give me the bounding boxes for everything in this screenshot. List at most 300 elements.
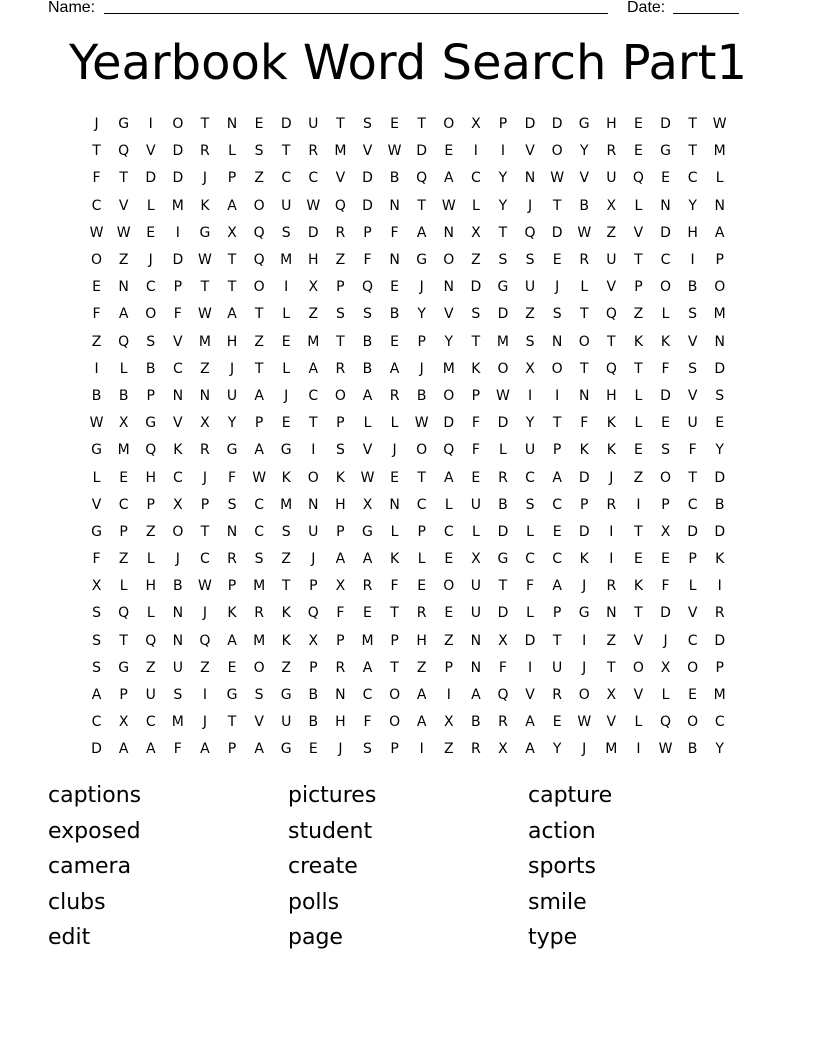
grid-letter: Q	[605, 360, 617, 377]
grid-letter: A	[389, 360, 400, 377]
grid-row	[83, 220, 734, 247]
page-title: Yearbook Word Search Part1	[69, 35, 747, 91]
grid-letter: H	[145, 578, 156, 595]
grid-letter: W	[306, 197, 321, 214]
grid-letter: E	[715, 415, 725, 432]
grid-letter: I	[609, 551, 614, 568]
grid-letter: N	[226, 116, 238, 133]
grid-letter: E	[633, 143, 643, 160]
grid-letter: D	[497, 605, 509, 622]
grid-letter: E	[390, 279, 399, 296]
grid-letter: T	[471, 333, 481, 350]
grid-letter: D	[551, 224, 563, 241]
grid-letter: Y	[498, 170, 508, 187]
word-list-item: polls	[288, 889, 340, 915]
grid-letter: E	[417, 578, 427, 595]
grid-letter: B	[389, 306, 400, 323]
grid-letter: B	[389, 170, 400, 187]
grid-letter: N	[335, 687, 346, 704]
grid-letter: Z	[254, 333, 264, 350]
grid-letter: I	[175, 224, 180, 241]
grid-letter: O	[334, 387, 346, 404]
grid-letter: U	[145, 687, 156, 704]
grid-letter: K	[389, 551, 400, 568]
grid-letter: A	[443, 469, 454, 486]
grid-letter: M	[280, 496, 293, 513]
grid-letter: O	[91, 252, 103, 269]
grid-letter: H	[416, 632, 427, 649]
grid-letter: W	[550, 170, 565, 187]
grid-letter: C	[145, 714, 156, 731]
grid-letter: O	[660, 279, 672, 296]
grid-letter: J	[582, 659, 587, 676]
grid-letter: S	[146, 333, 156, 350]
grid-letter: D	[578, 469, 590, 486]
grid-letter: Y	[525, 415, 535, 432]
word-list-item: sports	[528, 854, 597, 880]
grid-letter: S	[92, 659, 101, 676]
grid-letter: Q	[443, 442, 455, 459]
grid-letter: S	[363, 116, 372, 133]
grid-row	[83, 464, 734, 491]
grid-letter: E	[633, 442, 643, 459]
grid-letter: S	[715, 387, 725, 404]
grid-letter: O	[714, 279, 726, 296]
grid-letter: N	[118, 279, 129, 296]
grid-letter: O	[551, 143, 563, 160]
grid-letter: X	[525, 360, 535, 377]
word-list-item: clubs	[48, 889, 106, 915]
grid-letter: M	[361, 632, 374, 649]
grid-letter: C	[308, 170, 319, 187]
grid-letter: W	[116, 224, 131, 241]
grid-letter: C	[172, 469, 183, 486]
grid-letter: A	[118, 306, 129, 323]
grid-letter: J	[202, 714, 207, 731]
grid-letter: T	[634, 360, 643, 377]
grid-letter: Q	[361, 279, 373, 296]
grid-letter: S	[363, 741, 372, 758]
grid-letter: V	[525, 143, 535, 160]
grid-letter: L	[688, 578, 697, 595]
grid-letter: N	[470, 632, 482, 649]
grid-letter: G	[280, 687, 292, 704]
grid-letter: S	[525, 496, 535, 513]
grid-letter: Q	[605, 306, 617, 323]
grid-letter: Y	[579, 143, 589, 160]
grid-letter: O	[253, 659, 265, 676]
grid-letter: N	[606, 605, 617, 622]
grid-letter: P	[498, 116, 508, 133]
grid-letter: R	[389, 387, 400, 404]
grid-letter: D	[551, 116, 563, 133]
grid-row	[83, 138, 734, 165]
grid-letter: E	[227, 659, 237, 676]
grid-letter: A	[471, 687, 481, 704]
grid-letter: O	[443, 387, 455, 404]
grid-letter: B	[498, 496, 508, 513]
grid-letter: D	[524, 632, 536, 649]
grid-letter: S	[688, 306, 698, 323]
grid-letter: D	[660, 116, 671, 133]
grid-letter: F	[498, 659, 507, 676]
grid-letter: T	[552, 632, 562, 649]
grid-letter: S	[254, 143, 264, 160]
grid-letter: M	[280, 252, 293, 269]
grid-letter: P	[309, 659, 318, 676]
grid-letter: E	[308, 741, 318, 758]
grid-letter: W	[414, 415, 429, 432]
grid-letter: T	[390, 659, 399, 676]
grid-letter: R	[362, 578, 373, 595]
grid-letter: M	[713, 687, 726, 704]
grid-letter: N	[226, 523, 238, 540]
grid-letter: L	[471, 197, 480, 214]
grid-letter: F	[92, 170, 101, 187]
grid-letter: P	[715, 252, 724, 269]
grid-letter: P	[336, 632, 345, 649]
grid-letter: U	[226, 387, 238, 404]
grid-letter: G	[280, 442, 292, 459]
grid-row	[83, 356, 734, 383]
grid-letter: M	[171, 714, 184, 731]
grid-letter: G	[497, 551, 509, 568]
grid-letter: D	[172, 252, 184, 269]
grid-letter: M	[605, 741, 618, 758]
grid-letter: R	[552, 687, 562, 704]
grid-row	[83, 410, 734, 437]
grid-letter: W	[252, 469, 267, 486]
grid-letter: O	[578, 333, 590, 350]
word-list-item: camera	[48, 854, 132, 880]
grid-letter: W	[577, 714, 592, 731]
grid-letter: F	[688, 442, 697, 459]
grid-letter: N	[308, 496, 319, 513]
grid-letter: I	[609, 523, 614, 540]
grid-letter: S	[281, 224, 291, 241]
grid-letter: X	[118, 415, 129, 432]
grid-letter: A	[362, 387, 373, 404]
grid-letter: G	[118, 116, 130, 133]
grid-letter: H	[335, 496, 346, 513]
grid-letter: E	[390, 469, 399, 486]
grid-letter: P	[336, 279, 345, 296]
grid-letter: P	[661, 496, 670, 513]
grid-letter: Z	[443, 632, 454, 649]
grid-letter: C	[470, 170, 481, 187]
grid-letter: Q	[199, 632, 211, 649]
grid-letter: Y	[227, 415, 237, 432]
grid-letter: N	[172, 605, 184, 622]
grid-letter: O	[307, 469, 319, 486]
grid-letter: J	[419, 360, 424, 377]
grid-letter: A	[91, 687, 102, 704]
grid-row	[83, 165, 734, 192]
word-list-item: captions	[48, 783, 142, 808]
grid-letter: O	[416, 442, 428, 459]
grid-letter: A	[416, 687, 427, 704]
grid-letter: G	[280, 741, 292, 758]
grid-letter: D	[714, 469, 726, 486]
grid-letter: O	[253, 197, 265, 214]
grid-letter: O	[145, 306, 157, 323]
grid-letter: R	[498, 714, 508, 731]
grid-letter: L	[92, 469, 101, 486]
grid-letter: M	[442, 360, 455, 377]
grid-row	[83, 736, 734, 763]
grid-letter: W	[360, 469, 375, 486]
grid-letter: P	[363, 224, 372, 241]
grid-letter: L	[390, 523, 399, 540]
grid-letter: T	[200, 116, 210, 133]
grid-letter: K	[281, 469, 291, 486]
grid-row	[83, 709, 734, 736]
grid-letter: X	[606, 197, 617, 214]
grid-letter: T	[281, 578, 291, 595]
grid-letter: K	[633, 333, 644, 350]
grid-letter: R	[714, 605, 725, 622]
grid-letter: X	[362, 496, 373, 513]
grid-letter: P	[173, 279, 183, 296]
grid-letter: E	[633, 116, 643, 133]
grid-letter: E	[444, 551, 454, 568]
grid-letter: L	[282, 306, 291, 323]
grid-letter: R	[254, 605, 264, 622]
grid-letter: M	[713, 306, 726, 323]
grid-letter: N	[172, 632, 184, 649]
grid-letter: Q	[118, 143, 130, 160]
grid-letter: R	[335, 360, 346, 377]
grid-letter: K	[579, 551, 589, 568]
grid-letter: C	[525, 551, 535, 568]
word-list-item: pictures	[288, 783, 377, 808]
grid-letter: S	[688, 360, 698, 377]
grid-letter: K	[335, 469, 345, 486]
grid-letter: X	[471, 116, 481, 133]
word-list-item: student	[288, 818, 373, 844]
grid-letter: L	[228, 143, 236, 160]
grid-letter: D	[362, 197, 373, 214]
grid-letter: W	[712, 116, 727, 133]
grid-letter: D	[714, 360, 726, 377]
grid-letter: Q	[145, 442, 157, 459]
grid-letter: D	[91, 741, 102, 758]
grid-letter: X	[173, 496, 183, 513]
grid-letter: F	[661, 360, 670, 377]
grid-letter: I	[148, 116, 153, 133]
grid-letter: Y	[498, 197, 508, 214]
grid-letter: A	[552, 578, 562, 595]
grid-letter: U	[172, 659, 183, 676]
grid-letter: L	[580, 279, 589, 296]
grid-letter: U	[281, 714, 292, 731]
grid-letter: Z	[200, 659, 210, 676]
grid-letter: P	[715, 659, 724, 676]
grid-letter: D	[172, 143, 184, 160]
grid-letter: D	[145, 170, 157, 187]
grid-letter: C	[308, 387, 319, 404]
grid-row	[83, 437, 734, 464]
grid-letter: I	[717, 578, 722, 595]
grid-letter: Y	[715, 442, 724, 459]
grid-letter: K	[200, 197, 210, 214]
grid-letter: T	[688, 143, 697, 160]
grid-letter: A	[227, 306, 237, 323]
grid-letter: O	[660, 469, 672, 486]
grid-letter: Q	[118, 333, 130, 350]
grid-letter: V	[687, 387, 698, 404]
grid-letter: K	[715, 551, 725, 568]
grid-letter: X	[606, 687, 617, 704]
grid-letter: S	[92, 632, 101, 649]
grid-row	[83, 329, 734, 356]
grid-letter: P	[119, 523, 128, 540]
grid-letter: N	[551, 333, 563, 350]
grid-letter: C	[416, 496, 427, 513]
grid-letter: R	[335, 224, 346, 241]
grid-letter: Y	[552, 741, 562, 758]
grid-letter: W	[387, 143, 402, 160]
grid-letter: V	[633, 632, 644, 649]
grid-letter: O	[172, 523, 184, 540]
grid-letter: X	[227, 224, 237, 241]
grid-letter: A	[227, 632, 237, 649]
grid-letter: M	[496, 333, 509, 350]
grid-letter: R	[498, 469, 508, 486]
grid-letter: V	[606, 714, 617, 731]
grid-letter: K	[579, 442, 589, 459]
grid-letter: T	[552, 197, 562, 214]
grid-letter: E	[661, 551, 670, 568]
grid-letter: F	[661, 578, 670, 595]
grid-letter: N	[524, 170, 536, 187]
grid-letter: T	[498, 224, 508, 241]
grid-letter: L	[282, 360, 291, 377]
grid-letter: H	[308, 252, 319, 269]
word-list-item: exposed	[48, 818, 141, 844]
word-list-item: action	[528, 818, 596, 844]
grid-letter: E	[444, 605, 454, 622]
grid-row	[83, 274, 734, 301]
grid-letter: L	[146, 197, 155, 214]
date-blank-line	[673, 13, 739, 14]
grid-letter: J	[175, 551, 180, 568]
grid-letter: Z	[200, 360, 210, 377]
grid-letter: G	[226, 442, 238, 459]
grid-letter: M	[334, 143, 347, 160]
grid-letter: L	[715, 170, 724, 187]
grid-letter: Q	[253, 224, 265, 241]
grid-letter: B	[91, 387, 102, 404]
grid-letter: G	[91, 523, 102, 540]
grid-letter: I	[446, 687, 451, 704]
grid-letter: P	[417, 523, 426, 540]
grid-letter: E	[552, 714, 562, 731]
grid-letter: O	[443, 578, 455, 595]
grid-letter: B	[118, 387, 129, 404]
grid-letter: S	[335, 306, 345, 323]
grid-letter: X	[308, 279, 319, 296]
grid-letter: U	[687, 415, 698, 432]
grid-letter: V	[118, 197, 129, 214]
grid-letter: Z	[633, 306, 644, 323]
grid-letter: P	[119, 687, 128, 704]
grid-letter: V	[91, 496, 102, 513]
grid-letter: N	[714, 197, 725, 214]
grid-letter: U	[470, 496, 481, 513]
grid-letter: P	[552, 442, 562, 459]
grid-letter: W	[496, 387, 510, 404]
grid-letter: I	[555, 387, 560, 404]
grid-letter: O	[551, 360, 563, 377]
grid-letter: J	[582, 741, 587, 758]
grid-letter: J	[392, 442, 397, 459]
grid-letter: X	[91, 578, 102, 595]
grid-letter: E	[92, 279, 101, 296]
grid-letter: A	[254, 442, 264, 459]
grid-letter: F	[173, 741, 182, 758]
grid-letter: C	[172, 360, 183, 377]
grid-letter: Z	[118, 551, 129, 568]
grid-letter: R	[470, 741, 481, 758]
grid-letter: Z	[525, 306, 535, 323]
grid-letter: P	[336, 415, 345, 432]
grid-letter: I	[94, 360, 99, 377]
grid-letter: O	[253, 279, 265, 296]
grid-letter: R	[200, 442, 210, 459]
grid-row	[83, 383, 734, 410]
grid-letter: T	[579, 360, 589, 377]
grid-letter: C	[91, 714, 102, 731]
grid-letter: T	[200, 523, 210, 540]
grid-letter: E	[471, 469, 481, 486]
grid-letter: B	[145, 360, 156, 377]
grid-letter: D	[497, 306, 509, 323]
grid-letter: M	[171, 197, 184, 214]
grid-letter: A	[362, 551, 373, 568]
grid-letter: S	[173, 687, 183, 704]
grid-letter: T	[634, 523, 643, 540]
grid-letter: L	[526, 523, 534, 540]
grid-letter: D	[578, 523, 590, 540]
grid-letter: D	[660, 605, 671, 622]
grid-letter: Z	[443, 741, 454, 758]
grid-letter: D	[687, 523, 698, 540]
grid-letter: K	[227, 605, 237, 622]
grid-letter: Q	[253, 252, 265, 269]
grid-letter: O	[687, 659, 699, 676]
grid-letter: T	[227, 714, 237, 731]
grid-letter: F	[363, 252, 372, 269]
grid-letter: Z	[91, 333, 102, 350]
grid-letter: W	[198, 578, 212, 595]
grid-letter: Q	[497, 687, 509, 704]
grid-letter: S	[552, 306, 562, 323]
grid-letter: S	[92, 605, 101, 622]
grid-letter: E	[119, 469, 129, 486]
grid-letter: H	[606, 116, 617, 133]
grid-letter: X	[443, 714, 454, 731]
grid-letter: L	[146, 605, 155, 622]
grid-letter: T	[92, 143, 101, 160]
grid-row	[83, 573, 734, 600]
grid-letter: B	[687, 741, 698, 758]
grid-letter: E	[146, 224, 156, 241]
grid-letter: H	[226, 333, 238, 350]
grid-letter: L	[499, 442, 507, 459]
date-label: Date:	[627, 0, 666, 16]
grid-letter: B	[362, 360, 373, 377]
